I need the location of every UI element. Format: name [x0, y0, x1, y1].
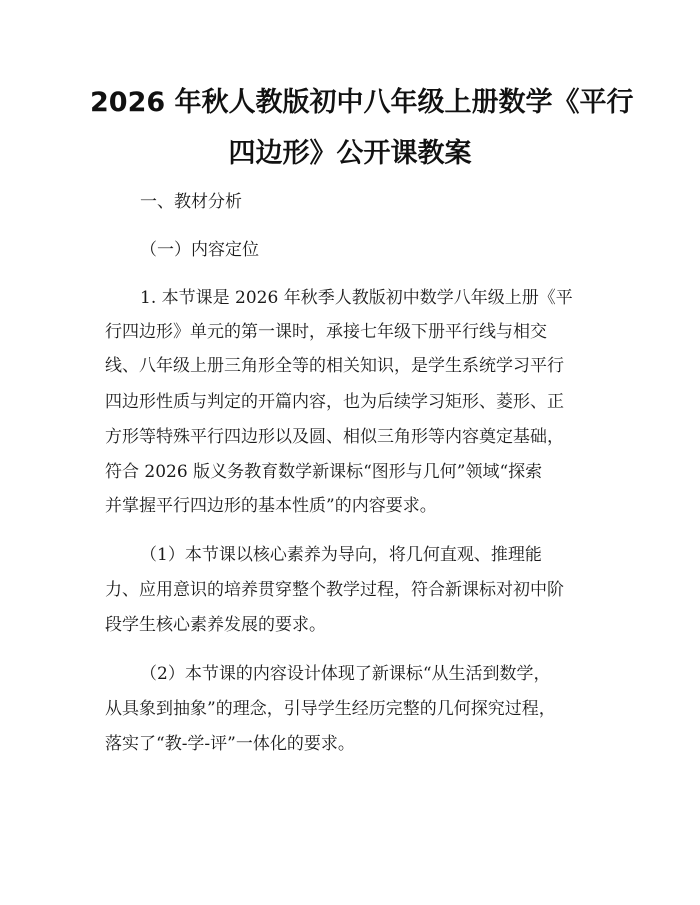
paragraph-line: 行四边形》单元的第一课时，承接七年级下册平行线与相交	[105, 322, 547, 342]
paragraph-line: 符合 2026 版义务教育数学新课标“图形与几何”领域“探索	[105, 462, 543, 482]
paragraph-line: 方形等特殊平行四边形以及圆、相似三角形等内容奠定基础，	[105, 427, 564, 447]
paragraph-line: 落实了“教-学-评”一体化的要求。	[105, 734, 355, 754]
section-heading: 一、教材分析	[140, 192, 242, 212]
paragraph-line: 段学生核心素养发展的要求。	[105, 615, 326, 635]
paragraph-line: 线、八年级上册三角形全等的相关知识，是学生系统学习平行	[105, 356, 564, 376]
document-title-line-2: 四边形》公开课教案	[228, 138, 472, 169]
paragraph-line: 力、应用意识的培养贯穿整个教学过程，符合新课标对初中阶	[105, 580, 564, 600]
paragraph-line: （1）本节课以核心素养为导向，将几何直观、推理能	[140, 545, 542, 565]
paragraph-line: 四边形性质与判定的开篇内容，也为后续学习矩形、菱形、正	[105, 392, 564, 412]
document-title-line-1: 2026 年秋人教版初中八年级上册数学《平行	[90, 87, 634, 118]
paragraph-line: 从具象到抽象”的理念，引导学生经历完整的几何探究过程，	[105, 699, 556, 719]
paragraph-line: （2）本节课的内容设计体现了新课标“从生活到数学，	[140, 664, 551, 684]
subsection-heading: （一）内容定位	[140, 240, 259, 260]
paragraph-line: 并掌握平行四边形的基本性质”的内容要求。	[105, 496, 437, 516]
paragraph-line: 1. 本节课是 2026 年秋季人教版初中数学八年级上册《平	[140, 288, 573, 308]
